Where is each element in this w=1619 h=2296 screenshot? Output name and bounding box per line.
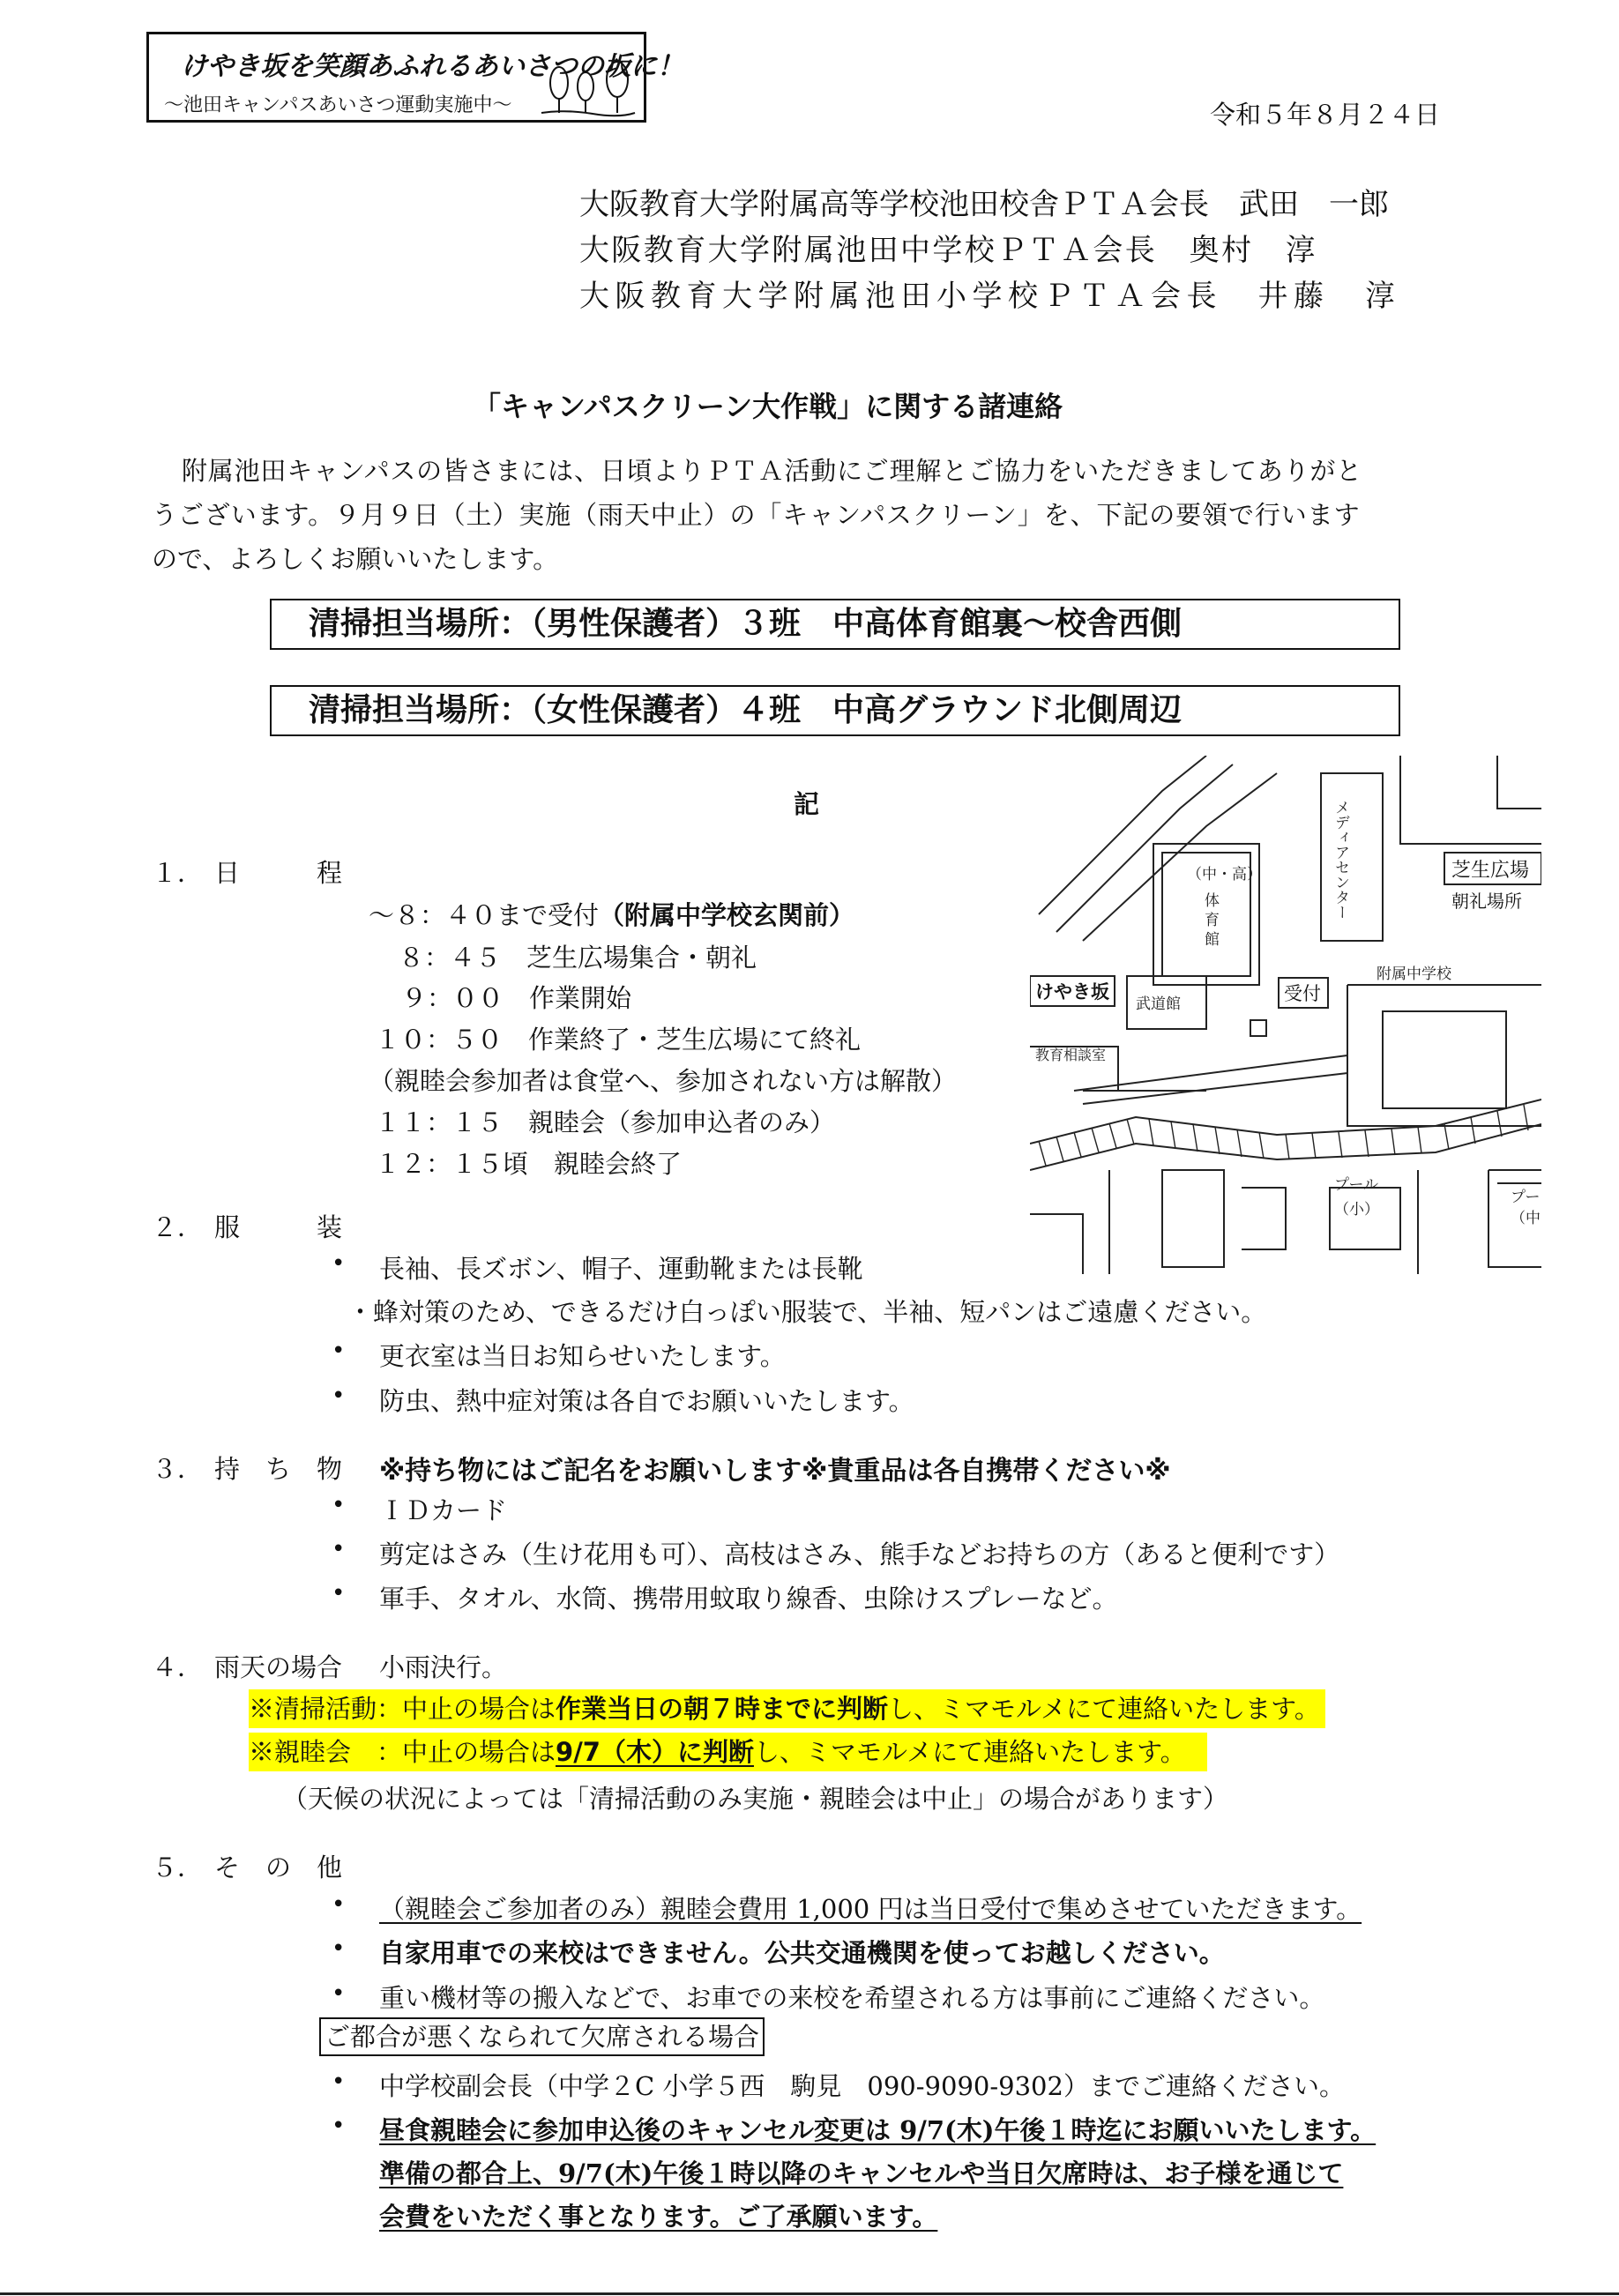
rain-policy: 小雨決行。	[379, 1652, 508, 1682]
clothing-item: 更衣室は当日お知らせいたします。	[379, 1341, 786, 1371]
schedule-row: ９：００ 作業開始	[401, 983, 632, 1013]
intro-line: ので、よろしくお願いいたします。	[152, 544, 559, 574]
bullet-dot: •	[332, 1250, 346, 1277]
rain-party-deadline: 9/7（木）に判断	[556, 1737, 754, 1767]
section-number: ２．	[152, 1212, 204, 1242]
section-number: ３．	[152, 1454, 204, 1484]
intro-line: 附属池田キャンパスの皆さまには、日頃よりＰＴＡ活動にご理解とご協力をいただきましてありがと	[182, 456, 1362, 486]
trees-illustration	[540, 58, 637, 120]
rain-party-post: し、ミマモルメにて連絡いたします。	[753, 1737, 1186, 1767]
campus-map	[1030, 756, 1541, 1274]
date: 令和５年８月２４日	[1210, 100, 1441, 130]
schedule-row: １２：１５頃 親睦会終了	[375, 1149, 683, 1179]
section-title: 雨天の場合	[214, 1652, 343, 1682]
no-car-note: 自家用車での来校はできません。公共交通機関を使ってお越しください。	[379, 1938, 1225, 1968]
belongings-item: 軍手、タオル、水筒、携帯用蚊取り線香、虫除けスプレーなど。	[379, 1584, 1118, 1614]
map-taiikukan-char: 育	[1205, 912, 1220, 929]
bullet-dot: •	[332, 1492, 346, 1518]
schedule-row: ８：４５ 芝生広場集合・朝礼	[399, 943, 757, 973]
section-number: ４．	[152, 1652, 204, 1682]
map-pool2-sub: （中	[1511, 1210, 1541, 1227]
rain-party-pre: ※親睦会 ：中止の場合は	[249, 1737, 556, 1767]
belongings-note: ※持ち物にはご記名をお願いします※貴重品は各自携帯ください※	[379, 1456, 1171, 1487]
map-budokan-label: 武道館	[1136, 995, 1181, 1013]
map-media-label: メディアセンター	[1332, 800, 1349, 920]
ki-heading: 記	[794, 789, 820, 819]
weather-note: （天候の状況によっては「清掃活動のみ実施・親睦会は中止」の場合があります）	[282, 1784, 1229, 1814]
map-taiikukan-label: （中・高）	[1187, 866, 1262, 883]
map-keyakizaka-label: けやき坂	[1035, 981, 1109, 1003]
section-title: 持 ち 物	[214, 1454, 343, 1484]
fee-note: （親睦会ご参加者のみ）親睦会費用 1,000 円は当日受付で集めさせていただきます。	[379, 1894, 1362, 1924]
contact-note: 中学校副会長（中学２C 小学５西 駒見 090-9090-9302）までご連絡ください。	[379, 2071, 1345, 2101]
section-title: 服 装	[214, 1212, 343, 1242]
map-uketsuke-label: 受付	[1284, 983, 1321, 1004]
schedule-row	[369, 896, 854, 932]
location-box-female: 清掃担当場所：（女性保護者）４班 中高グラウンド北側周辺	[270, 685, 1400, 736]
map-taiikukan-char: 体	[1205, 892, 1220, 910]
slogan-main: けやき坂を笑顔あふれるあいさつの坂に！	[181, 51, 683, 82]
belongings-item: ＩＤカード	[379, 1495, 508, 1525]
rain-cleanup-deadline: 作業当日の朝７時までに判断	[556, 1694, 889, 1724]
bullet-dot: •	[332, 1338, 346, 1364]
schedule-place: （附属中学校玄関前）	[599, 900, 855, 930]
clothing-note: ・蜂対策のため、できるだけ白っぽい服装で、半袖、短パンはご遠慮ください。	[347, 1297, 1267, 1327]
bullet-dot: •	[332, 1891, 346, 1918]
bullet-dot: •	[332, 1536, 346, 1562]
clothing-item: 防虫、熱中症対策は各自でお願いいたします。	[379, 1386, 914, 1416]
map-pool-sub: （小）	[1334, 1201, 1379, 1219]
absent-label: ご都合が悪くなられて欠席される場合	[319, 2017, 765, 2056]
rain-cleanup-line	[249, 1689, 1325, 1728]
section-title: 日 程	[214, 858, 343, 888]
bullet-dot: •	[332, 1383, 346, 1409]
schedule-row: １０：５０ 作業終了・芝生広場にて終礼	[375, 1025, 862, 1055]
slogan-sub: ～池田キャンパスあいさつ運動実施中～	[164, 94, 512, 116]
section-number: １．	[152, 858, 204, 888]
page-title: 「キャンパスクリーン大作戦」に関する諸連絡	[473, 390, 1063, 423]
cancel-note: 準備の都合上、9/7(木)午後１時以降のキャンセルや当日欠席時は、お子様を通じて	[379, 2158, 1344, 2188]
map-pool2-label: プー	[1511, 1189, 1541, 1206]
clothing-item: 長袖、長ズボン、帽子、運動靴または長靴	[379, 1254, 863, 1284]
location-box-male: 清掃担当場所：（男性保護者）３班 中高体育館裏～校舎西側	[270, 599, 1400, 650]
schedule-time: ～８：４０まで受付	[369, 900, 600, 930]
map-pool-label: プール	[1334, 1176, 1379, 1194]
schedule-row: １１：１５ 親睦会（参加申込者のみ）	[375, 1107, 836, 1137]
section-number: ５．	[152, 1852, 204, 1882]
map-fuzoku-label: 附属中学校	[1377, 965, 1451, 983]
bullet-dot: •	[332, 1935, 346, 1962]
sender-line: 大阪教育大学附属池田小学校ＰＴＡ会長 井藤 淳	[579, 279, 1401, 314]
map-shibafu-label: 芝生広場	[1451, 860, 1530, 882]
section-title: そ の 他	[214, 1852, 343, 1882]
belongings-item: 剪定はさみ（生け花用も可）、高枝はさみ、熊手などお持ちの方（あると便利です）	[379, 1539, 1340, 1569]
rain-cleanup-pre: ※清掃活動：中止の場合は	[249, 1694, 556, 1724]
intro-line: うございます。９月９日（土）実施（雨天中止）の「キャンパスクリーン」を、下記の要領で行います	[152, 500, 1361, 530]
bullet-dot: •	[332, 2069, 346, 2095]
schedule-row: （親睦会参加者は食堂へ、参加されない方は解散）	[369, 1066, 958, 1096]
bullet-dot: •	[332, 2113, 346, 2139]
cancel-note: 昼食親睦会に参加申込後のキャンセル変更は 9/7(木)午後１時迄にお願いいたします。	[379, 2115, 1377, 2145]
rain-party-line	[249, 1733, 1207, 1771]
rain-cleanup-post: し、ミマモルメにて連絡いたします。	[888, 1694, 1320, 1724]
map-chorei-label: 朝礼場所	[1451, 891, 1522, 912]
map-kyoiku-label: 教育相談室	[1035, 1047, 1107, 1063]
bullet-dot: •	[332, 1580, 346, 1606]
sender-line: 大阪教育大学附属池田中学校ＰＴＡ会長 奥村 淳	[579, 233, 1318, 268]
map-taiikukan-char: 館	[1205, 931, 1220, 949]
equipment-note: 重い機材等の搬入などで、お車での来校を希望される方は事前にご連絡ください。	[379, 1983, 1325, 2013]
bottom-rule	[0, 2292, 1619, 2295]
bullet-dot: •	[332, 1980, 346, 2007]
cancel-note: 会費をいただく事となります。ご了承願います。	[379, 2202, 938, 2232]
sender-line: 大阪教育大学附属高等学校池田校舎ＰＴＡ会長 武田 一郎	[579, 187, 1389, 222]
